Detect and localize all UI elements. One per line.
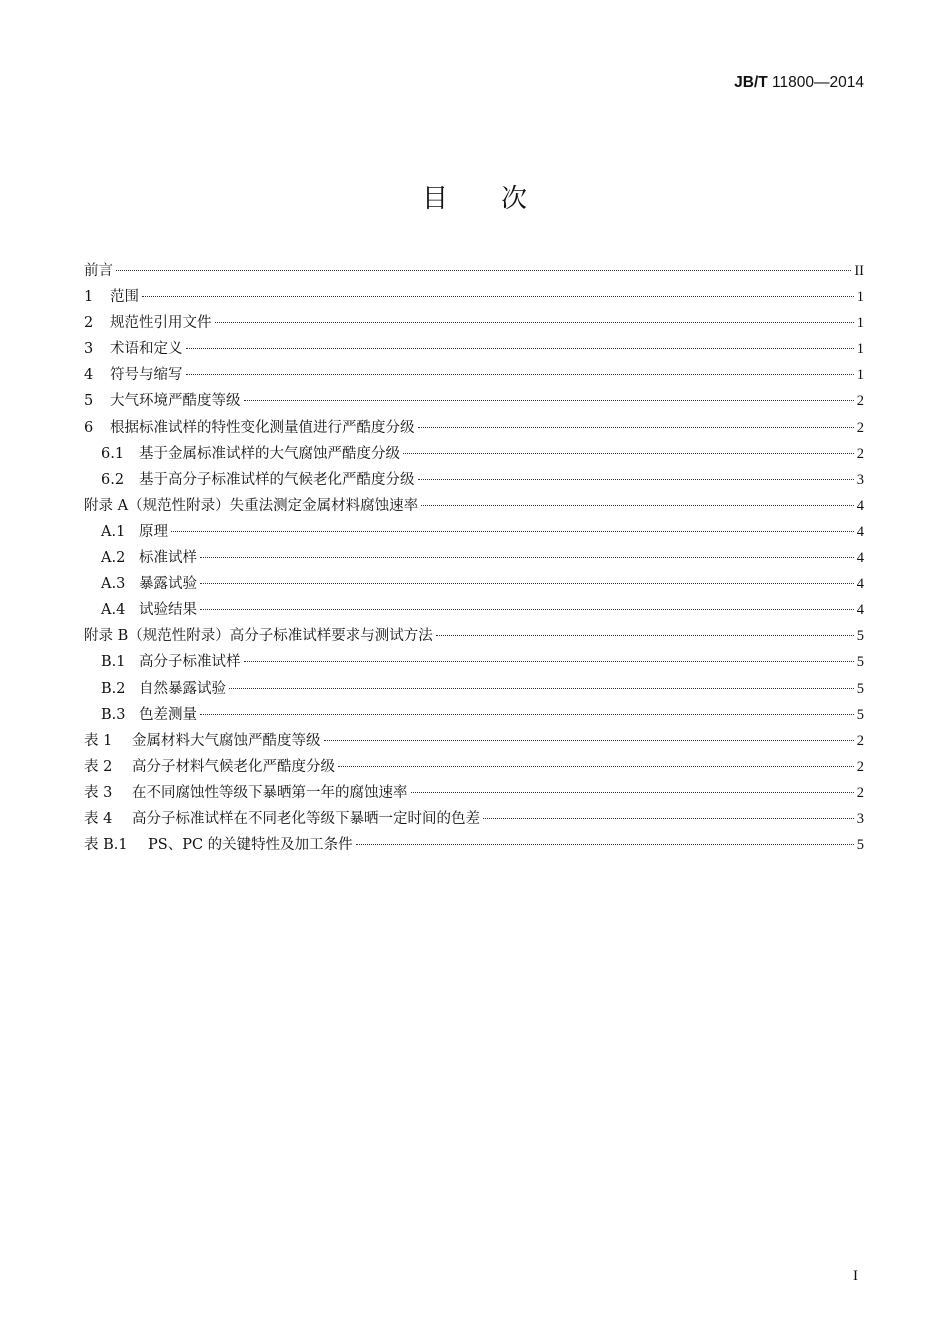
toc-entry-appendix-b[interactable]: [84, 623, 864, 649]
toc-entry-foreword[interactable]: [84, 258, 864, 284]
toc-entry-number: 6: [84, 419, 94, 436]
toc-leader-dots: [186, 374, 854, 375]
toc-entry-label: 高分子标准试样在不同老化等级下暴晒一定时间的色差: [132, 810, 480, 827]
toc-leader-dots: [418, 479, 854, 480]
standard-code-number: 11800—2014: [767, 74, 864, 91]
table-of-contents: [84, 258, 864, 858]
toc-entry-number: 4: [84, 367, 94, 384]
toc-entry-page: 3: [856, 810, 864, 827]
toc-entry-number: 5: [84, 393, 94, 410]
toc-entry-label: 原理: [139, 523, 168, 540]
toc-leader-dots: [215, 322, 854, 323]
toc-entry-page: 2: [856, 784, 864, 801]
page-title: [0, 178, 950, 215]
toc-entry-page: 5: [856, 680, 864, 697]
toc-entry-a-2[interactable]: [84, 545, 864, 571]
toc-entry-page: 2: [856, 445, 864, 462]
toc-entry-table-4[interactable]: [84, 806, 864, 832]
toc-entry-label: 附录 A（规范性附录）失重法测定金属材料腐蚀速率: [84, 497, 419, 514]
toc-leader-dots: [436, 635, 854, 636]
toc-entry-4[interactable]: [84, 362, 864, 388]
toc-entry-page: 1: [856, 315, 864, 332]
toc-entry-label: 根据标准试样的特性变化测量值进行严酷度分级: [110, 419, 415, 436]
toc-entry-label: 术语和定义: [110, 341, 183, 358]
toc-entry-page: 2: [856, 732, 864, 749]
toc-entry-2[interactable]: [84, 310, 864, 336]
toc-entry-label: 附录 B（规范性附录）高分子标准试样要求与测试方法: [84, 628, 433, 645]
toc-entry-number: B.1: [101, 654, 126, 671]
toc-entry-1[interactable]: [84, 284, 864, 310]
toc-entry-page: 4: [856, 497, 864, 514]
toc-leader-dots: [200, 583, 854, 584]
toc-leader-dots: [338, 766, 854, 767]
toc-entry-label: 范围: [110, 289, 139, 306]
toc-entry-page: 2: [856, 758, 864, 775]
toc-entry-table-3[interactable]: [84, 780, 864, 806]
toc-entry-number: A.2: [101, 550, 126, 567]
toc-entry-label: 符号与缩写: [110, 367, 183, 384]
toc-entry-number: 6.1: [101, 445, 125, 462]
toc-entry-page: 5: [856, 628, 864, 645]
toc-entry-b-2[interactable]: [84, 676, 864, 702]
standard-code: [734, 74, 864, 92]
toc-entry-label: 暴露试验: [139, 576, 197, 593]
toc-entry-label: 自然暴露试验: [139, 680, 226, 697]
toc-entry-3[interactable]: [84, 336, 864, 362]
toc-entry-label: 标准试样: [139, 550, 197, 567]
toc-entry-6-2[interactable]: [84, 467, 864, 493]
toc-entry-table-2[interactable]: [84, 754, 864, 780]
toc-leader-dots: [186, 348, 854, 349]
toc-entry-number: 表 1: [84, 732, 113, 749]
page-number: I: [853, 1268, 858, 1284]
toc-leader-dots: [244, 400, 854, 401]
toc-entry-page: 1: [856, 367, 864, 384]
toc-entry-label: 在不同腐蚀性等级下暴晒第一年的腐蚀速率: [132, 784, 408, 801]
toc-leader-dots: [324, 740, 854, 741]
toc-entry-a-1[interactable]: [84, 519, 864, 545]
toc-leader-dots: [229, 688, 854, 689]
toc-entry-number: A.3: [101, 576, 126, 593]
toc-entry-5[interactable]: [84, 388, 864, 414]
toc-leader-dots: [116, 270, 851, 271]
toc-entry-label: 金属材料大气腐蚀严酷度等级: [132, 732, 321, 749]
toc-leader-dots: [418, 427, 854, 428]
toc-entry-page: II: [854, 263, 864, 279]
toc-leader-dots: [411, 792, 854, 793]
toc-entry-label: 高分子材料气候老化严酷度分级: [132, 758, 335, 775]
toc-entry-page: 4: [856, 576, 864, 593]
toc-entry-number: B.2: [101, 680, 126, 697]
toc-entry-label: 规范性引用文件: [110, 315, 212, 332]
toc-entry-page: 2: [856, 419, 864, 436]
toc-leader-dots: [171, 531, 854, 532]
toc-entry-number: B.3: [101, 706, 126, 723]
toc-leader-dots: [200, 557, 854, 558]
toc-entry-number: A.1: [101, 523, 126, 540]
toc-leader-dots: [142, 296, 854, 297]
toc-leader-dots: [244, 661, 854, 662]
toc-entry-a-4[interactable]: [84, 597, 864, 623]
toc-leader-dots: [403, 453, 854, 454]
toc-entry-6-1[interactable]: [84, 441, 864, 467]
toc-entry-label: 试验结果: [139, 602, 197, 619]
toc-entry-table-1[interactable]: [84, 728, 864, 754]
toc-entry-number: 表 B.1: [84, 837, 128, 854]
title-char-1: 目: [421, 184, 449, 214]
toc-leader-dots: [356, 844, 854, 845]
toc-leader-dots: [421, 505, 854, 506]
toc-entry-page: 5: [856, 654, 864, 671]
toc-entry-label: PS、PC 的关键特性及加工条件: [148, 837, 353, 854]
toc-entry-number: 表 2: [84, 758, 113, 775]
toc-entry-page: 5: [856, 837, 864, 854]
toc-entry-number: 3: [84, 341, 94, 358]
toc-entry-b-1[interactable]: [84, 649, 864, 675]
toc-entry-label: 色差测量: [139, 706, 197, 723]
toc-leader-dots: [200, 714, 854, 715]
toc-entry-6[interactable]: [84, 415, 864, 441]
toc-entry-a-3[interactable]: [84, 571, 864, 597]
toc-entry-number: 1: [84, 289, 94, 306]
toc-entry-table-b-1[interactable]: [84, 832, 864, 858]
toc-leader-dots: [483, 818, 854, 819]
toc-entry-number: 表 4: [84, 810, 113, 827]
toc-entry-page: 4: [856, 523, 864, 540]
toc-entry-number: 表 3: [84, 784, 113, 801]
toc-entry-page: 3: [856, 471, 864, 488]
toc-entry-page: 4: [856, 550, 864, 567]
toc-entry-appendix-a[interactable]: [84, 493, 864, 519]
toc-entry-number: 6.2: [101, 471, 125, 488]
toc-entry-label: 高分子标准试样: [139, 654, 241, 671]
toc-leader-dots: [200, 609, 854, 610]
toc-entry-label: 基于金属标准试样的大气腐蚀严酷度分级: [139, 445, 400, 462]
toc-entry-page: 4: [856, 602, 864, 619]
toc-entry-label: 大气环境严酷度等级: [110, 393, 241, 410]
toc-entry-page: 5: [856, 706, 864, 723]
toc-entry-number: 2: [84, 315, 94, 332]
toc-entry-b-3[interactable]: [84, 702, 864, 728]
toc-entry-page: 1: [856, 289, 864, 306]
toc-entry-page: 1: [856, 341, 864, 358]
toc-entry-number: A.4: [101, 602, 126, 619]
standard-code-prefix: JB/T: [734, 74, 768, 91]
title-char-2: 次: [501, 184, 529, 214]
toc-entry-label: 前言: [84, 263, 113, 279]
toc-entry-label: 基于高分子标准试样的气候老化严酷度分级: [139, 471, 415, 488]
toc-entry-page: 2: [856, 393, 864, 410]
